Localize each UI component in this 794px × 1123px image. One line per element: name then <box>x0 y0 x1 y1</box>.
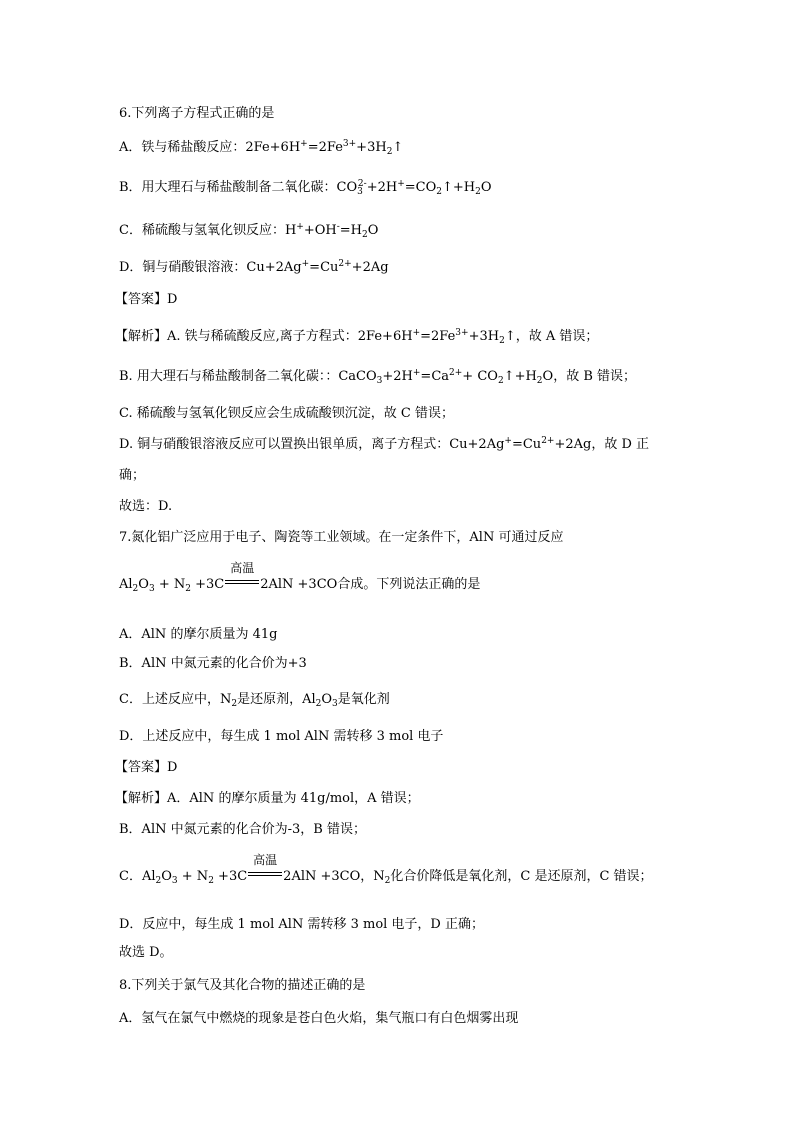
q6-explanation-d: D. 铜与硝酸银溶液反应可以置换出银单质，离子方程式：$Cu+2Ag^+=Cu^{2+}+2Ag$，故 D 正 <box>119 436 650 452</box>
q6-option-a: A．铁与稀盐酸反应：$2Fe+6H^+=2Fe^{3+}+3H_2↑$ <box>119 139 404 157</box>
q6-explanation-c: C. 稀硫酸与氢氧化钡反应会生成硫酸钡沉淀，故 C 错误； <box>119 406 454 421</box>
reaction-condition-2: 高温 <box>248 867 282 887</box>
q7-option-a: A．AlN 的摩尔质量为 41g <box>119 627 278 642</box>
q7-title: 7.氮化铝广泛应用于电子、陶瓷等工业领域。在一定条件下，AlN 可通过反应 <box>119 530 564 545</box>
q7-explanation-b: B．AlN 中氮元素的化合价为-3，B 错误； <box>119 822 366 837</box>
q6-option-c: C．稀硫酸与氢氧化钡反应：$H^++OH^-=H_2O$ <box>119 222 379 240</box>
reaction-condition: 高温 <box>225 575 259 595</box>
q7-explanation-c: C．$Al_2O_3 + N_2 +3C$ 高温 2AlN +3CO，$N_2$化合价降低是氧化剂，C 是还原剂，C 错误； <box>119 853 653 886</box>
q6-title: 6.下列离子方程式正确的是 <box>119 106 275 121</box>
q8-option-a: A．氢气在氯气中燃烧的现象是苍白色火焰，集气瓶口有白色烟雾出现 <box>119 1011 519 1026</box>
q6-explanation-d-cont: 确； <box>119 468 146 483</box>
q7-answer: 【答案】D <box>115 760 178 775</box>
q7-explanation-d: D．反应中，每生成 1 mol AlN 需转移 3 mol 电子，D 正确； <box>119 917 484 932</box>
q7-conclusion: 故选 D。 <box>119 945 173 960</box>
q7-option-d: D．上述反应中，每生成 1 mol AlN 需转移 3 mol 电子 <box>119 729 444 744</box>
q7-explanation-a: 【解析】A．AlN 的摩尔质量为 41g/mol，A 错误； <box>115 791 420 806</box>
q6-explanation-b: B. 用大理石与稀盐酸制备二氧化碳：：$CaCO_3+2H^+=Ca^{2+}+$ $CO_2↑+H_2O$，故 B 错误； <box>119 368 637 386</box>
q7-equation-line: $Al_2O_3 + N_2 +3C$ 高温 2AlN +3CO合成。下列说法正确的是 <box>119 561 481 594</box>
q7-option-c: C．上述反应中，$N_2$是还原剂，$Al_2O_3$是氧化剂 <box>119 692 390 709</box>
q6-answer: 【答案】D <box>115 292 178 307</box>
q6-option-b: B．用大理石与稀盐酸制备二氧化碳：$CO_3^{2-}+2H^+=CO_2↑+H_2O$ <box>119 179 492 197</box>
q7-option-b: B．AlN 中氮元素的化合价为+3 <box>119 656 307 671</box>
q6-explanation-a: 【解析】A. 铁与稀硫酸反应,离子方程式：$2Fe+6H^+=2Fe^{3+}+3H_2↑$，故 A 错误； <box>115 328 599 346</box>
q6-conclusion: 故选：D. <box>119 499 173 514</box>
q6-option-d: D．铜与硝酸银溶液：$Cu+2Ag^+=Cu^{2+}+2Ag$ <box>119 259 389 275</box>
q8-title: 8.下列关于氯气及其化合物的描述正确的是 <box>119 978 366 993</box>
